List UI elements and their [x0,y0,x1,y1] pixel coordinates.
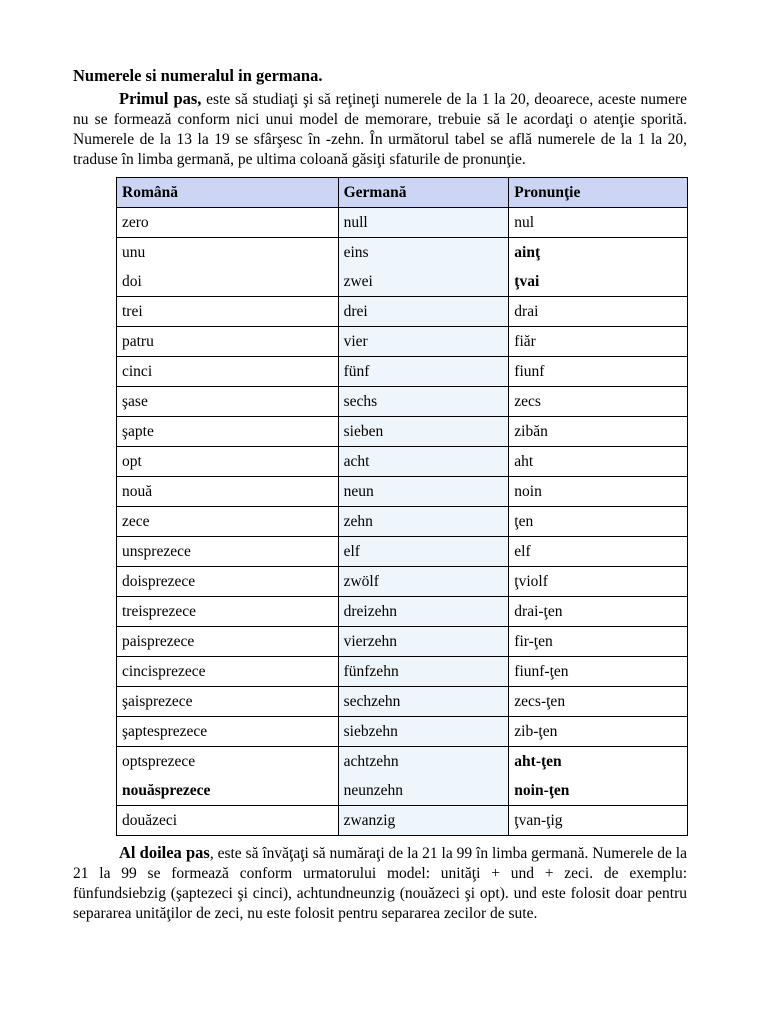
table-row [117,627,688,657]
table-row [117,447,688,477]
cell-romana: cincisprezece [117,657,339,687]
cell-germana [338,747,509,806]
cell-romana-line-1: unu [122,244,146,261]
cell-romana: nouă [117,477,339,507]
cell-pronuntie: noin [509,477,688,507]
cell-pronuntie [509,747,688,806]
cell-pronuntie-line-2: ţvai [514,273,540,290]
cell-germana: acht [338,447,509,477]
second-text: , este să învăţaţi să număraţi de la 21 la 99 în limba germană. Numerele de la 21 la 99 se formează conform urmatorului model: unităţi + und + zeci. de exemplu: fünfundsiebzig (şaptezeci şi cinci), achtundneunzig (nouăzeci şi opt). und este folosit doar pentru separarea unităţilor de zeci, nu este folosit pentru separarea zecilor de sute. [73,845,687,922]
cell-romana: şaisprezece [117,687,339,717]
table-row [117,357,688,387]
table-row [117,597,688,627]
cell-pronuntie: ţviolf [509,567,688,597]
cell-romana: unsprezece [117,537,339,567]
table-row [117,567,688,597]
cell-romana-line-1: optsprezece [122,753,196,770]
cell-germana: drei [338,297,509,327]
cell-germana: zehn [338,507,509,537]
cell-pronuntie: zib-ţen [509,717,688,747]
cell-germana: vier [338,327,509,357]
second-lead: Al doilea pas [119,843,210,862]
cell-germana: neun [338,477,509,507]
cell-romana: şapte [117,417,339,447]
cell-pronuntie: nul [509,208,688,238]
table-row [117,387,688,417]
cell-germana: fünfzehn [338,657,509,687]
cell-germana: sieben [338,417,509,447]
cell-germana: vierzehn [338,627,509,657]
intro-text: este să studiaţi şi să reţineţi numerele de la 1 la 20, deoarece, aceste numere nu se formează conform nici unui model de memorare, trebuie să le acordaţi o atenţie sporită. Numerele de la 13 la 19 se sfârşesc în -zehn. În următorul tabel se află numerele de la 1 la 20, traduse în limba germană, pe ultima coloană găsiţi sfaturile de pronunţie. [73,91,687,168]
cell-germana [338,238,509,297]
document-title: Numerele si numeralul in germana. [73,66,323,85]
table-row [117,327,688,357]
cell-romana: cinci [117,357,339,387]
table-row [117,417,688,447]
cell-germana-line-1: eins [343,244,369,261]
table-header-row [117,178,688,208]
cell-pronuntie: zecs [509,387,688,417]
table-body [117,208,688,836]
cell-germana: zwölf [338,567,509,597]
table-row [117,208,688,238]
cell-germana-line-2: zwei [343,273,373,290]
cell-romana: zece [117,507,339,537]
cell-pronuntie: fiăr [509,327,688,357]
cell-pronuntie [509,238,688,297]
cell-romana [117,238,339,297]
table-row [117,537,688,567]
cell-pronuntie: fiunf [509,357,688,387]
intro-lead: Primul pas, [119,89,202,108]
cell-pronuntie: zecs-ţen [509,687,688,717]
cell-pronuntie: ţvan-ţig [509,806,688,836]
document-page [73,66,687,924]
table-row [117,747,688,806]
table-row [117,717,688,747]
table-row [117,806,688,836]
table-row [117,687,688,717]
cell-germana-line-1: achtzehn [343,753,399,770]
header-germana: Germană [338,178,509,208]
cell-germana: zwanzig [338,806,509,836]
cell-pronuntie: drai [509,297,688,327]
cell-germana: dreizehn [338,597,509,627]
cell-germana: fünf [338,357,509,387]
cell-germana: sechzehn [338,687,509,717]
cell-pronuntie: drai-ţen [509,597,688,627]
cell-romana: opt [117,447,339,477]
cell-pronuntie: ţen [509,507,688,537]
cell-romana: douăzeci [117,806,339,836]
cell-romana: patru [117,327,339,357]
cell-germana: elf [338,537,509,567]
cell-pronuntie: elf [509,537,688,567]
intro-paragraph [73,89,687,170]
cell-romana: zero [117,208,339,238]
cell-pronuntie: fir-ţen [509,627,688,657]
cell-romana: şaptesprezece [117,717,339,747]
table-row [117,507,688,537]
cell-pronuntie: aht [509,447,688,477]
cell-romana-line-2: nouăsprezece [122,782,211,799]
cell-pronuntie: fiunf-ţen [509,657,688,687]
cell-germana: null [338,208,509,238]
cell-romana: doisprezece [117,567,339,597]
cell-pronuntie-line-1: ainţ [514,244,541,261]
header-romana: Română [117,178,339,208]
table-row [117,238,688,297]
table-row [117,477,688,507]
second-paragraph [73,843,687,924]
cell-germana: siebzehn [338,717,509,747]
cell-romana [117,747,339,806]
cell-pronuntie-line-2: noin-ţen [514,782,570,799]
table-row [117,657,688,687]
cell-pronuntie: zibăn [509,417,688,447]
cell-pronuntie-line-1: aht-ţen [514,753,562,770]
cell-germana: sechs [338,387,509,417]
numbers-table [116,177,688,836]
cell-romana: şase [117,387,339,417]
cell-germana-line-2: neunzehn [343,782,403,799]
table-row [117,297,688,327]
cell-romana: paisprezece [117,627,339,657]
cell-romana-line-2: doi [122,273,142,290]
cell-romana: treisprezece [117,597,339,627]
cell-romana: trei [117,297,339,327]
header-pronuntie: Pronunţie [509,178,688,208]
